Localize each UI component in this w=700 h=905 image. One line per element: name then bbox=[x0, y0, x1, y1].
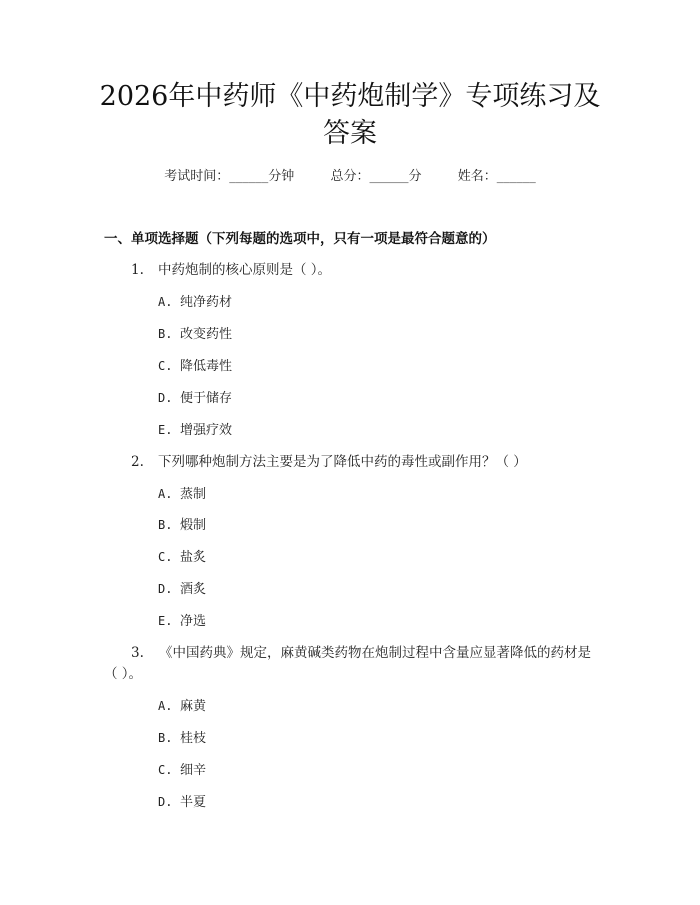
option-text: 桂枝 bbox=[180, 731, 207, 746]
option-item bbox=[158, 729, 206, 748]
document-title: 2026年中药师《中药炮制学》专项练习及答案 bbox=[99, 81, 601, 149]
section-heading: 一、单项选择题（下列每题的选项中，只有一项是最符合题意的） bbox=[104, 231, 496, 247]
option-letter: D. bbox=[158, 582, 173, 596]
option-item bbox=[158, 612, 206, 631]
option-text: 细辛 bbox=[180, 763, 207, 778]
option-letter: B. bbox=[158, 518, 173, 532]
option-text: 酒炙 bbox=[180, 582, 207, 597]
option-text: 半夏 bbox=[180, 795, 207, 810]
option-letter: D. bbox=[158, 391, 173, 405]
option-item bbox=[158, 516, 206, 535]
option-text: 增强疗效 bbox=[180, 423, 233, 438]
option-letter: E. bbox=[158, 423, 173, 437]
option-item bbox=[158, 325, 232, 344]
question-3 bbox=[104, 643, 600, 685]
option-text: 麻黄 bbox=[180, 699, 207, 714]
question-text: 下列哪种炮制方法主要是为了降低中药的毒性或副作用？（ ） bbox=[158, 454, 527, 470]
question-number: 2. bbox=[131, 454, 144, 470]
name-label: 姓名：______ bbox=[457, 169, 536, 184]
option-letter: C. bbox=[158, 550, 173, 564]
option-letter: D. bbox=[158, 795, 173, 809]
question-number: 3. bbox=[131, 645, 144, 661]
option-item bbox=[158, 485, 206, 504]
option-item bbox=[158, 293, 232, 312]
question-1 bbox=[104, 260, 600, 280]
option-letter: C. bbox=[158, 763, 173, 777]
option-item bbox=[158, 389, 232, 408]
option-letter: B. bbox=[158, 327, 173, 341]
option-item bbox=[158, 793, 206, 812]
question-text: 中药炮制的核心原则是（ ）。 bbox=[158, 262, 332, 278]
question-number: 1. bbox=[131, 262, 144, 278]
option-item bbox=[158, 580, 206, 599]
option-text: 纯净药材 bbox=[180, 295, 233, 310]
option-text: 盐炙 bbox=[180, 550, 207, 565]
option-text: 蒸制 bbox=[180, 487, 207, 502]
question-text: 《中国药典》规定，麻黄碱类药物在炮制过程中含量应显著降低的药材是（ ）。 bbox=[104, 645, 591, 682]
option-item bbox=[158, 421, 232, 440]
option-letter: C. bbox=[158, 359, 173, 373]
option-letter: A. bbox=[158, 295, 173, 309]
option-item bbox=[158, 697, 206, 716]
option-item bbox=[158, 357, 232, 376]
total-score-label: 总分：______分 bbox=[330, 169, 422, 184]
option-letter: E. bbox=[158, 614, 173, 628]
option-text: 降低毒性 bbox=[180, 359, 233, 374]
option-letter: B. bbox=[158, 731, 173, 745]
option-text: 净选 bbox=[180, 614, 207, 629]
option-letter: A. bbox=[158, 487, 173, 501]
option-letter: A. bbox=[158, 699, 173, 713]
option-item bbox=[158, 548, 206, 567]
exam-time-label: 考试时间：______分钟 bbox=[164, 169, 295, 184]
question-2 bbox=[104, 452, 600, 472]
option-text: 煅制 bbox=[180, 518, 207, 533]
option-text: 改变药性 bbox=[180, 327, 233, 342]
option-text: 便于储存 bbox=[180, 391, 233, 406]
option-item bbox=[158, 761, 206, 780]
exam-meta bbox=[0, 168, 700, 186]
